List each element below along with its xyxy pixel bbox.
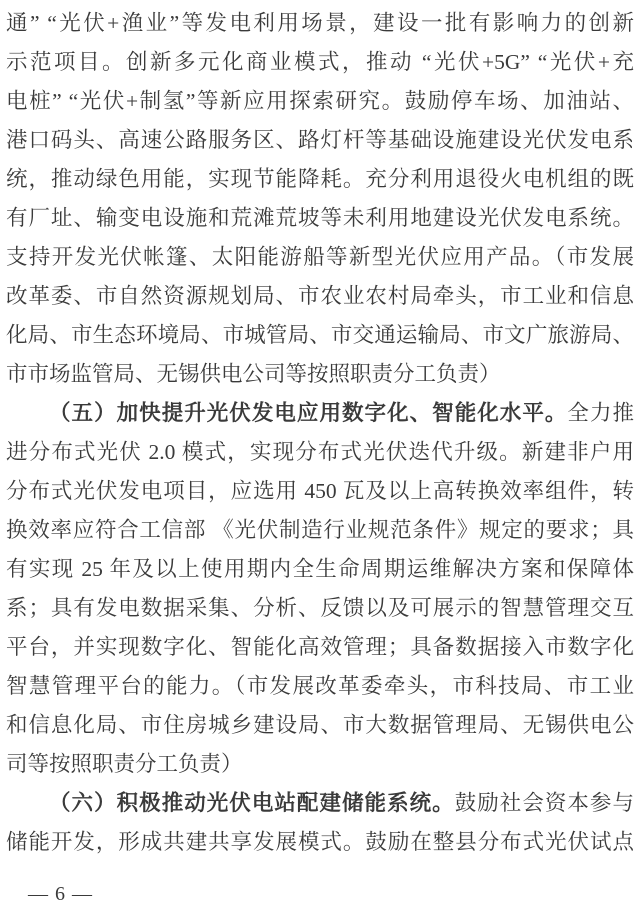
text-line: 进分布式光伏 2.0 模式，实现分布式光伏迭代升级。新建非户用: [6, 440, 634, 464]
section-heading-5-title: （五）加快提升光伏发电应用数字化、智能化水平。: [49, 401, 568, 425]
text-line: 系；具有发电数据采集、分析、反馈以及可展示的智慧管理交互: [6, 596, 634, 620]
section-heading-5-rest: 全力推: [567, 401, 634, 425]
text-line: 市市场监管局、无锡供电公司等按照职责分工负责）: [6, 362, 501, 386]
section-heading-6-rest: 鼓励社会资本参与: [454, 791, 634, 815]
text-line: 改革委、市自然资源规划局、市农业农村局牵头，市工业和信息: [6, 284, 634, 308]
text-line: 有厂址、输变电设施和荒滩荒坡等未利用地建设光伏发电系统。: [6, 206, 634, 230]
text-line: 港口码头、高速公路服务区、路灯杆等基础设施建设光伏发电系: [6, 128, 634, 152]
page-number: — 6 —: [28, 883, 93, 905]
text-line: 示范项目。创新多元化商业模式，推动 “光伏+5G” “光伏+充: [6, 50, 634, 74]
text-line: 平台，并实现数字化、智能化高效管理；具备数据接入市数字化: [6, 635, 634, 659]
text-line: 支持开发光伏帐篷、太阳能游船等新型光伏应用产品。（市发展: [6, 245, 634, 269]
text-line: 通” “光伏+渔业”等发电利用场景，建设一批有影响力的创新: [6, 11, 634, 35]
text-line: 化局、市生态环境局、市城管局、市交通运输局、市文广旅游局、: [6, 323, 634, 347]
text-line: 统，推动绿色用能，实现节能降耗。充分利用退役火电机组的既: [6, 167, 634, 191]
text-line: 司等按照职责分工负责）: [6, 752, 243, 776]
text-line: 分布式光伏发电项目，应选用 450 瓦及以上高转换效率组件，转: [6, 479, 634, 503]
text-line: 电桩” “光伏+制氢”等新应用探索研究。鼓励停车场、加油站、: [6, 89, 634, 113]
text-line: 和信息化局、市住房城乡建设局、市大数据管理局、无锡供电公: [6, 713, 634, 737]
text-line: 有实现 25 年及以上使用期内全生命周期运维解决方案和保障体: [6, 557, 634, 581]
text-line: 储能开发，形成共建共享发展模式。鼓励在整县分布式光伏试点: [6, 830, 634, 854]
section-heading-5: [6, 394, 634, 433]
text-line: 换效率应符合工信部 《光伏制造行业规范条件》规定的要求；具: [6, 518, 634, 542]
section-heading-6: [6, 784, 634, 823]
text-line: 智慧管理平台的能力。（市发展改革委牵头，市科技局、市工业: [6, 674, 634, 698]
section-heading-6-title: （六）积极推动光伏电站配建储能系统。: [49, 791, 455, 815]
